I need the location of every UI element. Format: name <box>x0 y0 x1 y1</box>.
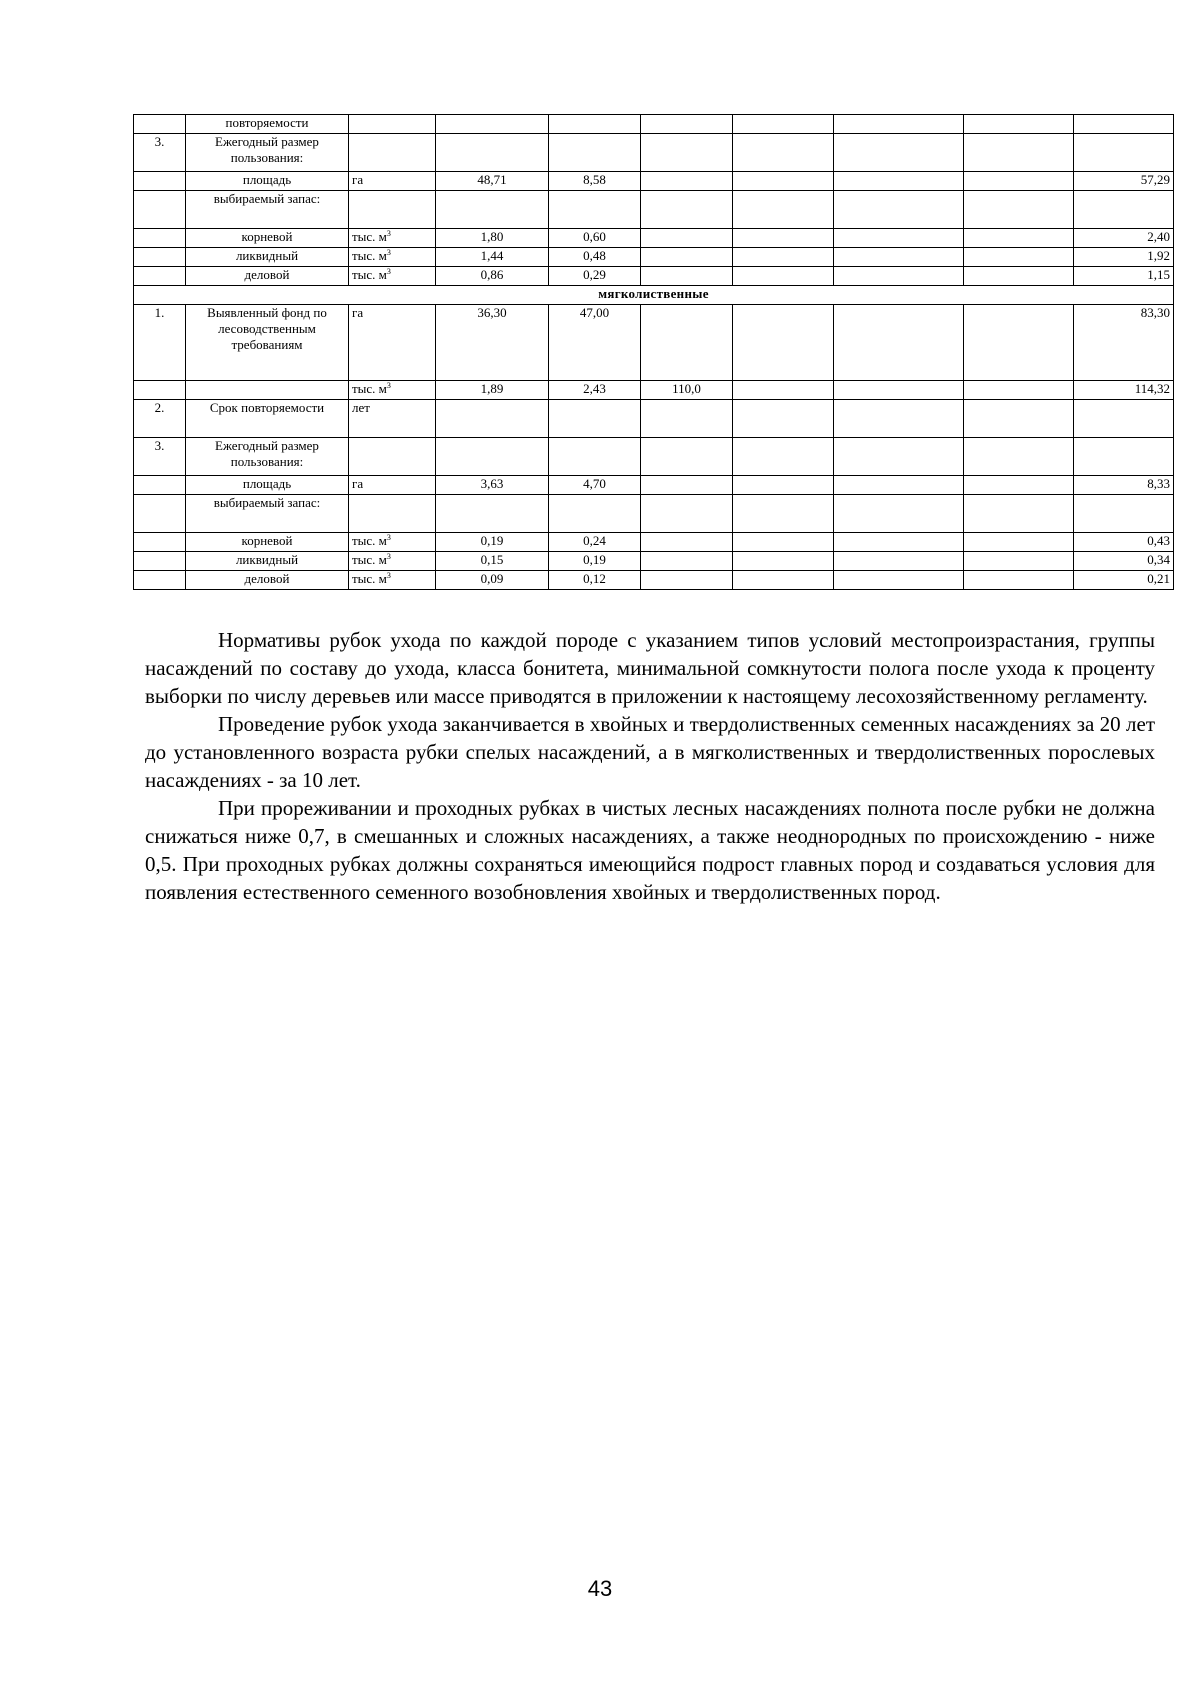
value-cell <box>641 552 733 571</box>
total-cell: 83,30 <box>1074 305 1174 381</box>
table-row <box>134 495 1174 533</box>
value-cell: 0,19 <box>549 552 641 571</box>
value-cell: 47,00 <box>549 305 641 381</box>
value-cell <box>834 267 964 286</box>
forest-use-table <box>133 114 1174 590</box>
value-cell <box>641 172 733 191</box>
indicator-label-cell: корневой <box>186 533 349 552</box>
total-cell <box>1074 495 1174 533</box>
unit-cell: тыс. $м^3$ <box>349 571 436 590</box>
value-cell <box>641 115 733 134</box>
value-cell <box>733 438 834 476</box>
unit-cell <box>349 191 436 229</box>
value-cell: 2,43 <box>549 381 641 400</box>
value-cell <box>733 191 834 229</box>
indicator-label-cell: Ежегодный размер пользования: <box>186 438 349 476</box>
total-cell <box>1074 191 1174 229</box>
indicator-label-cell: Выявленный фонд по лесоводственным требованиям <box>186 305 349 381</box>
table-row <box>134 248 1174 267</box>
value-cell: 0,48 <box>549 248 641 267</box>
value-cell <box>964 438 1074 476</box>
total-cell: 114,32 <box>1074 381 1174 400</box>
value-cell <box>964 552 1074 571</box>
unit-cell: тыс. $м^3$ <box>349 533 436 552</box>
value-cell <box>834 533 964 552</box>
unit-cell: га <box>349 305 436 381</box>
table-row <box>134 533 1174 552</box>
indicator-label-cell: Ежегодный размер пользования: <box>186 134 349 172</box>
value-cell <box>834 248 964 267</box>
unit-cell <box>349 438 436 476</box>
indicator-label-cell: выбираемый запас: <box>186 495 349 533</box>
value-cell: 0,19 <box>436 533 549 552</box>
value-cell <box>834 495 964 533</box>
table-row <box>134 400 1174 438</box>
value-cell <box>834 172 964 191</box>
value-cell <box>964 495 1074 533</box>
value-cell <box>733 248 834 267</box>
paragraph-thinning: При прореживании и проходных рубках в чистых лесных насаждениях полнота после рубки не должна снижаться ниже 0,7, в смешанных и сложных насаждениях, а также неоднородных по происхождению - ниже 0,5. При проходных рубках должны сохраняться имеющийся подрост главных пород и создаваться условия для появления естественного семенного возобновления хвойных и твердолиственных пород. <box>145 796 1155 904</box>
value-cell <box>733 495 834 533</box>
table-row <box>134 552 1174 571</box>
row-number-cell <box>134 552 186 571</box>
value-cell <box>733 552 834 571</box>
value-cell: 1,89 <box>436 381 549 400</box>
unit-cell: га <box>349 476 436 495</box>
total-cell: 2,40 <box>1074 229 1174 248</box>
table-row <box>134 571 1174 590</box>
value-cell <box>549 134 641 172</box>
indicator-label-cell <box>186 381 349 400</box>
value-cell <box>549 495 641 533</box>
total-cell: 57,29 <box>1074 172 1174 191</box>
value-cell <box>964 191 1074 229</box>
total-cell <box>1074 115 1174 134</box>
page-number: 43 <box>587 1576 613 1601</box>
value-cell <box>549 400 641 438</box>
value-cell <box>733 571 834 590</box>
value-cell <box>436 115 549 134</box>
body-text <box>145 626 1155 906</box>
unit-cell: тыс. $м^3$ <box>349 248 436 267</box>
row-number-cell: 1. <box>134 305 186 381</box>
value-cell <box>641 191 733 229</box>
value-cell <box>733 134 834 172</box>
value-cell <box>733 115 834 134</box>
table-row <box>134 267 1174 286</box>
value-cell <box>964 381 1074 400</box>
indicator-label-cell: ликвидный <box>186 248 349 267</box>
value-cell <box>641 134 733 172</box>
section-heading: мягколиственные <box>134 286 1174 305</box>
value-cell: 0,60 <box>549 229 641 248</box>
unit-cell: тыс. $м^3$ <box>349 552 436 571</box>
value-cell <box>964 476 1074 495</box>
value-cell <box>641 305 733 381</box>
value-cell: 0,12 <box>549 571 641 590</box>
total-cell: 0,43 <box>1074 533 1174 552</box>
total-cell: 0,34 <box>1074 552 1174 571</box>
unit-cell <box>349 495 436 533</box>
value-cell <box>964 571 1074 590</box>
value-cell <box>436 134 549 172</box>
unit-cell: лет <box>349 400 436 438</box>
value-cell: 8,58 <box>549 172 641 191</box>
unit-cell: тыс. $м^3$ <box>349 229 436 248</box>
value-cell <box>834 191 964 229</box>
value-cell <box>834 571 964 590</box>
table-row <box>134 438 1174 476</box>
value-cell: 1,80 <box>436 229 549 248</box>
value-cell <box>436 191 549 229</box>
row-number-cell <box>134 533 186 552</box>
value-cell <box>964 172 1074 191</box>
value-cell <box>733 172 834 191</box>
value-cell <box>964 267 1074 286</box>
row-number-cell <box>134 248 186 267</box>
table-row <box>134 305 1174 381</box>
value-cell <box>733 381 834 400</box>
value-cell: 0,24 <box>549 533 641 552</box>
value-cell: 3,63 <box>436 476 549 495</box>
value-cell <box>641 400 733 438</box>
total-cell <box>1074 134 1174 172</box>
value-cell <box>964 533 1074 552</box>
indicator-label-cell: площадь <box>186 476 349 495</box>
table-row <box>134 172 1174 191</box>
value-cell <box>733 400 834 438</box>
value-cell: 0,86 <box>436 267 549 286</box>
unit-cell: тыс. $м^3$ <box>349 267 436 286</box>
value-cell <box>964 305 1074 381</box>
row-number-cell <box>134 172 186 191</box>
value-cell <box>641 248 733 267</box>
value-cell <box>964 229 1074 248</box>
value-cell <box>549 115 641 134</box>
indicator-label-cell: деловой <box>186 571 349 590</box>
total-cell: 8,33 <box>1074 476 1174 495</box>
value-cell <box>436 495 549 533</box>
value-cell <box>436 438 549 476</box>
value-cell: 0,15 <box>436 552 549 571</box>
value-cell <box>834 115 964 134</box>
table-row <box>134 134 1174 172</box>
total-cell: 1,15 <box>1074 267 1174 286</box>
indicator-label-cell: Срок повторяемости <box>186 400 349 438</box>
value-cell: 48,71 <box>436 172 549 191</box>
row-number-cell <box>134 115 186 134</box>
unit-cell: тыс. $м^3$ <box>349 381 436 400</box>
row-number-cell: 2. <box>134 400 186 438</box>
section-row <box>134 286 1174 305</box>
value-cell <box>834 305 964 381</box>
row-number-cell <box>134 495 186 533</box>
paragraph-completion: Проведение рубок ухода заканчивается в хвойных и твердолиственных семенных насаждениях за 20 лет до установленного возраста рубки спелых насаждений, а в мягколиственных и твердолиственных порослевых насаждениях - за 10 лет. <box>145 712 1155 792</box>
value-cell: 110,0 <box>641 381 733 400</box>
value-cell <box>834 438 964 476</box>
value-cell <box>733 305 834 381</box>
value-cell: 1,44 <box>436 248 549 267</box>
table-row <box>134 191 1174 229</box>
value-cell <box>436 400 549 438</box>
value-cell <box>641 533 733 552</box>
value-cell <box>641 229 733 248</box>
value-cell <box>834 552 964 571</box>
value-cell <box>834 476 964 495</box>
indicator-label-cell: корневой <box>186 229 349 248</box>
value-cell <box>549 438 641 476</box>
total-cell: 0,21 <box>1074 571 1174 590</box>
row-number-cell <box>134 267 186 286</box>
indicator-label-cell: деловой <box>186 267 349 286</box>
table-row <box>134 115 1174 134</box>
row-number-cell <box>134 191 186 229</box>
value-cell <box>641 438 733 476</box>
indicator-label-cell: повторяемости <box>186 115 349 134</box>
table-row <box>134 381 1174 400</box>
value-cell <box>964 115 1074 134</box>
unit-cell <box>349 115 436 134</box>
row-number-cell <box>134 476 186 495</box>
value-cell <box>641 495 733 533</box>
value-cell <box>834 381 964 400</box>
value-cell <box>834 134 964 172</box>
total-cell: 1,92 <box>1074 248 1174 267</box>
indicator-label-cell: площадь <box>186 172 349 191</box>
unit-cell <box>349 134 436 172</box>
indicator-label-cell: выбираемый запас: <box>186 191 349 229</box>
value-cell <box>733 476 834 495</box>
value-cell <box>834 229 964 248</box>
indicator-label-cell: ликвидный <box>186 552 349 571</box>
value-cell <box>964 134 1074 172</box>
row-number-cell <box>134 381 186 400</box>
row-number-cell: 3. <box>134 438 186 476</box>
row-number-cell <box>134 571 186 590</box>
paragraph-standards: Нормативы рубок ухода по каждой породе с указанием типов условий местопроизрастания, группы насаждений по составу до ухода, класса бонитета, минимальной сомкнутости полога после ухода к проценту выборки по числу деревьев или массе приводятся в приложении к настоящему лесохозяйственному регламенту. <box>145 628 1155 708</box>
value-cell <box>641 476 733 495</box>
table-row <box>134 476 1174 495</box>
value-cell <box>549 191 641 229</box>
value-cell <box>641 571 733 590</box>
total-cell <box>1074 438 1174 476</box>
value-cell: 0,29 <box>549 267 641 286</box>
total-cell <box>1074 400 1174 438</box>
value-cell <box>964 248 1074 267</box>
value-cell <box>834 400 964 438</box>
table-row <box>134 229 1174 248</box>
value-cell <box>641 267 733 286</box>
value-cell <box>733 229 834 248</box>
value-cell: 0,09 <box>436 571 549 590</box>
row-number-cell <box>134 229 186 248</box>
unit-cell: га <box>349 172 436 191</box>
value-cell: 4,70 <box>549 476 641 495</box>
row-number-cell: 3. <box>134 134 186 172</box>
value-cell <box>733 267 834 286</box>
value-cell <box>733 533 834 552</box>
value-cell: 36,30 <box>436 305 549 381</box>
value-cell <box>964 400 1074 438</box>
